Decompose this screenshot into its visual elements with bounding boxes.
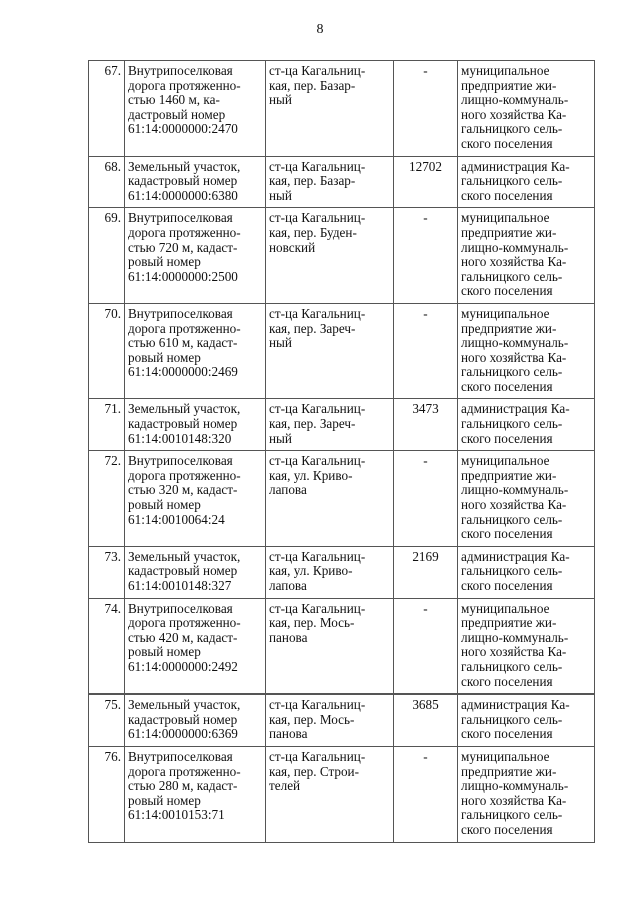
table-row <box>89 61 595 157</box>
object-owner: муниципальное предприятие жи- лищно-коммуналь- ного хозяйства Ка- гальницкого сель- ского поселения <box>458 598 595 694</box>
table-row <box>89 156 595 208</box>
object-owner: муниципальное предприятие жи- лищно-коммуналь- ного хозяйства Ка- гальницкого сель- ского поселения <box>458 208 595 304</box>
table-row <box>89 208 595 304</box>
object-owner: администрация Ка- гальницкого сель- ского поселения <box>458 546 595 598</box>
page-number: 8 <box>316 22 324 37</box>
object-owner: муниципальное предприятие жи- лищно-коммуналь- ного хозяйства Ка- гальницкого сель- ского поселения <box>458 746 595 842</box>
object-area: 12702 <box>394 156 458 208</box>
object-owner: администрация Ка- гальницкого сель- ского поселения <box>458 694 595 746</box>
row-number: 72. <box>89 451 125 547</box>
object-area: 3685 <box>394 694 458 746</box>
object-name: Внутрипоселковая дорога протяженно- стью 320 м, кадаст- ровый номер 61:14:0010064:24 <box>125 451 266 547</box>
object-owner: администрация Ка- гальницкого сель- ского поселения <box>458 156 595 208</box>
object-name: Земельный участок, кадастровый номер 61:14:0010148:327 <box>125 546 266 598</box>
object-area: - <box>394 61 458 157</box>
object-name: Внутрипоселковая дорога протяженно- стью 280 м, кадаст- ровый номер 61:14:0010153:71 <box>125 746 266 842</box>
object-address: ст-ца Кагальниц- кая, пер. Буден- новский <box>266 208 394 304</box>
table-row <box>89 399 595 451</box>
object-area: - <box>394 598 458 694</box>
object-area: - <box>394 303 458 399</box>
object-address: ст-ца Кагальниц- кая, пер. Базар- ный <box>266 61 394 157</box>
object-name: Земельный участок, кадастровый номер 61:14:0010148:320 <box>125 399 266 451</box>
object-name: Земельный участок, кадастровый номер 61:14:0000000:6380 <box>125 156 266 208</box>
row-number: 71. <box>89 399 125 451</box>
row-number: 68. <box>89 156 125 208</box>
object-address: ст-ца Кагальниц- кая, пер. Базар- ный <box>266 156 394 208</box>
property-registry-table <box>88 60 595 843</box>
object-owner: муниципальное предприятие жи- лищно-коммуналь- ного хозяйства Ка- гальницкого сель- ского поселения <box>458 303 595 399</box>
object-owner: муниципальное предприятие жи- лищно-коммуналь- ного хозяйства Ка- гальницкого сель- ского поселения <box>458 451 595 547</box>
row-number: 76. <box>89 746 125 842</box>
object-area: - <box>394 208 458 304</box>
object-owner: муниципальное предприятие жи- лищно-коммуналь- ного хозяйства Ка- гальницкого сель- ского поселения <box>458 61 595 157</box>
table-row <box>89 303 595 399</box>
object-name: Внутрипоселковая дорога протяженно- стью 720 м, кадаст- ровый номер 61:14:0000000:2500 <box>125 208 266 304</box>
object-address: ст-ца Кагальниц- кая, пер. Мось- панова <box>266 598 394 694</box>
object-address: ст-ца Кагальниц- кая, пер. Зареч- ный <box>266 399 394 451</box>
object-address: ст-ца Кагальниц- кая, ул. Криво- лапова <box>266 451 394 547</box>
row-number: 73. <box>89 546 125 598</box>
row-number: 70. <box>89 303 125 399</box>
object-area: 2169 <box>394 546 458 598</box>
object-area: 3473 <box>394 399 458 451</box>
row-number: 67. <box>89 61 125 157</box>
object-area: - <box>394 451 458 547</box>
table-row <box>89 694 595 746</box>
object-address: ст-ца Кагальниц- кая, ул. Криво- лапова <box>266 546 394 598</box>
table-row <box>89 746 595 842</box>
object-name: Внутрипоселковая дорога протяженно- стью 610 м, кадаст- ровый номер 61:14:0000000:2469 <box>125 303 266 399</box>
object-name: Внутрипоселковая дорога протяженно- стью 420 м, кадаст- ровый номер 61:14:0000000:2492 <box>125 598 266 694</box>
row-number: 69. <box>89 208 125 304</box>
object-address: ст-ца Кагальниц- кая, пер. Мось- панова <box>266 694 394 746</box>
table-row <box>89 598 595 694</box>
row-number: 75. <box>89 694 125 746</box>
object-name: Внутрипоселковая дорога протяженно- стью 1460 м, ка- дастровый номер 61:14:0000000:2470 <box>125 61 266 157</box>
row-number: 74. <box>89 598 125 694</box>
object-address: ст-ца Кагальниц- кая, пер. Строи- телей <box>266 746 394 842</box>
table-row <box>89 451 595 547</box>
object-address: ст-ца Кагальниц- кая, пер. Зареч- ный <box>266 303 394 399</box>
object-name: Земельный участок, кадастровый номер 61:14:0000000:6369 <box>125 694 266 746</box>
object-area: - <box>394 746 458 842</box>
object-owner: администрация Ка- гальницкого сель- ского поселения <box>458 399 595 451</box>
table-row <box>89 546 595 598</box>
